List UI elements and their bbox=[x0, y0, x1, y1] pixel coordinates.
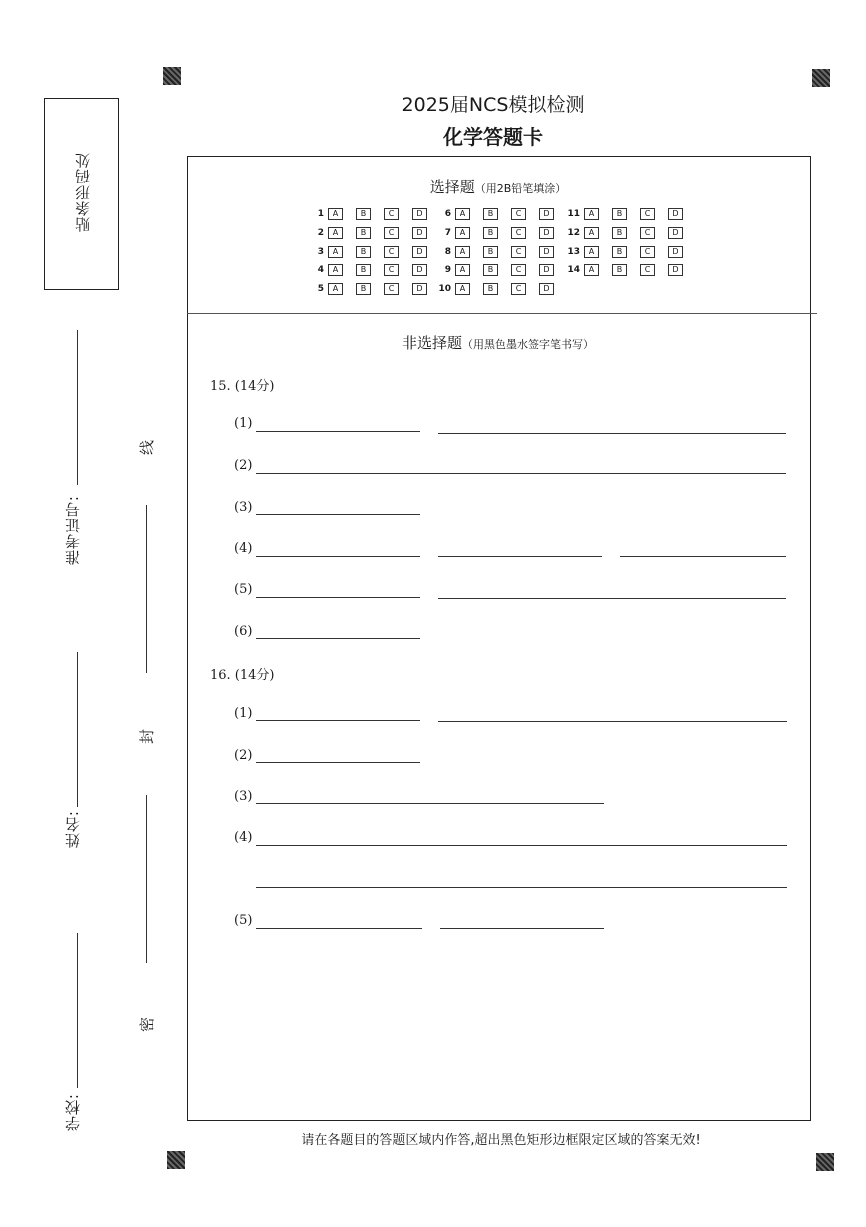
free-heading-text: 非选择题 bbox=[401, 334, 462, 352]
choice-bubble[interactable]: C bbox=[511, 227, 526, 239]
answer-line[interactable] bbox=[256, 762, 420, 763]
choice-question-number: 14 bbox=[567, 265, 580, 275]
choice-question-row bbox=[310, 283, 440, 295]
choice-bubble[interactable]: D bbox=[412, 227, 427, 239]
choice-bubble[interactable]: C bbox=[640, 246, 655, 258]
choice-question-number: 12 bbox=[567, 228, 580, 238]
answer-line[interactable] bbox=[256, 597, 420, 598]
seal-mi-char: 密 bbox=[138, 1016, 157, 1033]
answer-line[interactable] bbox=[256, 638, 420, 639]
choice-bubble[interactable]: C bbox=[511, 283, 526, 295]
seal-feng-char: 封 bbox=[138, 728, 157, 745]
answer-line[interactable] bbox=[256, 473, 786, 474]
choice-bubble[interactable]: B bbox=[483, 283, 498, 295]
choice-bubble[interactable]: B bbox=[612, 264, 627, 276]
choice-question-row bbox=[437, 283, 567, 295]
choice-bubble[interactable]: D bbox=[539, 246, 554, 258]
choice-question-number: 8 bbox=[444, 247, 451, 257]
q15-part-label: (1) bbox=[234, 416, 253, 431]
choice-bubble[interactable]: A bbox=[455, 227, 470, 239]
choice-question-number: 1 bbox=[317, 209, 324, 219]
choice-question-row bbox=[310, 227, 440, 239]
choice-bubble[interactable]: B bbox=[612, 208, 627, 220]
choice-bubble[interactable]: D bbox=[412, 246, 427, 258]
choice-bubble[interactable]: A bbox=[455, 208, 470, 220]
choice-bubble[interactable]: C bbox=[384, 264, 399, 276]
choice-bubble[interactable]: C bbox=[384, 283, 399, 295]
choice-bubble[interactable]: C bbox=[511, 246, 526, 258]
q16-title: 16. (14分) bbox=[210, 668, 275, 683]
corner-marker-top-right bbox=[812, 69, 830, 87]
school-line bbox=[77, 933, 78, 1088]
choice-bubble[interactable]: D bbox=[412, 264, 427, 276]
choice-bubble[interactable]: D bbox=[668, 246, 683, 258]
choice-question-number: 13 bbox=[567, 247, 580, 257]
choice-bubble[interactable]: A bbox=[584, 264, 599, 276]
q15-part-label: (4) bbox=[234, 541, 253, 556]
choice-bubble[interactable]: A bbox=[328, 283, 343, 295]
choice-bubble[interactable]: D bbox=[539, 208, 554, 220]
choice-bubble[interactable]: D bbox=[539, 227, 554, 239]
footer-notice: 请在各题目的答题区域内作答,超出黑色矩形边框限定区域的答案无效! bbox=[301, 1133, 701, 1148]
barcode-label: 贴条形码处 bbox=[74, 152, 92, 232]
q15-part-label: (5) bbox=[234, 582, 253, 597]
q15-part-label: (3) bbox=[234, 500, 253, 515]
exam-id-label: 准考证号: bbox=[64, 495, 82, 566]
choice-bubble[interactable]: B bbox=[483, 227, 498, 239]
choice-bubble[interactable]: D bbox=[412, 208, 427, 220]
answer-line[interactable] bbox=[256, 720, 420, 721]
choice-question-number: 6 bbox=[444, 209, 451, 219]
card-title: 化学答题卡 bbox=[443, 125, 543, 149]
answer-line[interactable] bbox=[256, 928, 422, 929]
choice-bubble[interactable]: D bbox=[668, 208, 683, 220]
choice-bubble[interactable]: D bbox=[412, 283, 427, 295]
choice-question-row bbox=[310, 208, 440, 220]
answer-line[interactable] bbox=[438, 556, 602, 557]
choice-bubble[interactable]: C bbox=[640, 227, 655, 239]
choice-bubble[interactable]: A bbox=[455, 246, 470, 258]
choice-bubble[interactable]: D bbox=[539, 264, 554, 276]
choice-bubble[interactable]: A bbox=[328, 246, 343, 258]
answer-line[interactable] bbox=[620, 556, 786, 557]
choice-bubble[interactable]: D bbox=[668, 227, 683, 239]
choice-bubble[interactable]: C bbox=[640, 264, 655, 276]
choice-bubble[interactable]: B bbox=[612, 227, 627, 239]
free-response-frame bbox=[187, 313, 811, 1121]
choice-bubble[interactable]: A bbox=[455, 264, 470, 276]
exam-title: 2025届NCS模拟检测 bbox=[401, 94, 585, 116]
choice-bubble[interactable]: C bbox=[384, 246, 399, 258]
name-label: 姓名: bbox=[64, 810, 82, 849]
q15-part-label: (6) bbox=[234, 624, 253, 639]
q16-part-label: (3) bbox=[234, 789, 253, 804]
choice-question-number: 2 bbox=[317, 228, 324, 238]
choice-question-row bbox=[566, 246, 696, 258]
choice-question-row bbox=[566, 208, 696, 220]
choice-bubble[interactable]: C bbox=[384, 208, 399, 220]
choice-bubble[interactable]: D bbox=[539, 283, 554, 295]
choice-bubble[interactable]: B bbox=[483, 246, 498, 258]
choice-bubble[interactable]: B bbox=[356, 227, 371, 239]
choice-question-row bbox=[437, 264, 567, 276]
choice-bubble[interactable]: B bbox=[483, 208, 498, 220]
school-label: 学校: bbox=[64, 1093, 82, 1132]
choice-question-row bbox=[310, 264, 440, 276]
choice-bubble[interactable]: A bbox=[455, 283, 470, 295]
answer-line[interactable] bbox=[440, 928, 604, 929]
choice-question-number: 11 bbox=[567, 209, 580, 219]
q16-part-label: (5) bbox=[234, 913, 253, 928]
seal-line-char: 线 bbox=[138, 439, 157, 456]
choice-bubble[interactable]: C bbox=[511, 208, 526, 220]
answer-line[interactable] bbox=[256, 887, 787, 888]
choice-question-row bbox=[566, 227, 696, 239]
q15-title: 15. (14分) bbox=[210, 379, 275, 394]
q16-part-label: (2) bbox=[234, 748, 253, 763]
choice-question-number: 5 bbox=[317, 284, 324, 294]
choice-bubble[interactable]: B bbox=[356, 246, 371, 258]
choice-bubble[interactable]: A bbox=[584, 246, 599, 258]
choice-question-number: 4 bbox=[317, 265, 324, 275]
choice-question-number: 9 bbox=[444, 265, 451, 275]
answer-line[interactable] bbox=[256, 431, 420, 432]
choice-bubble[interactable]: B bbox=[612, 246, 627, 258]
answer-line[interactable] bbox=[256, 514, 420, 515]
choice-question-row bbox=[437, 208, 567, 220]
q15-part-label: (2) bbox=[234, 458, 253, 473]
answer-line[interactable] bbox=[256, 845, 787, 846]
answer-line[interactable] bbox=[438, 433, 786, 434]
corner-marker-bottom-left bbox=[167, 1151, 185, 1169]
q16-part-label: (4) bbox=[234, 830, 253, 845]
exam-id-line bbox=[77, 330, 78, 485]
choice-heading-text: 选择题 bbox=[429, 178, 475, 196]
choice-bubble[interactable]: A bbox=[328, 227, 343, 239]
choice-question-number: 7 bbox=[444, 228, 451, 238]
corner-marker-bottom-right bbox=[816, 1153, 834, 1171]
choice-bubble[interactable]: A bbox=[328, 264, 343, 276]
choice-question-row bbox=[437, 227, 567, 239]
choice-bubble[interactable]: C bbox=[384, 227, 399, 239]
answer-line[interactable] bbox=[438, 721, 787, 722]
choice-bubble[interactable]: C bbox=[640, 208, 655, 220]
free-section-heading bbox=[187, 332, 809, 353]
answer-line[interactable] bbox=[438, 598, 786, 599]
choice-heading-note: （用2B铅笔填涂） bbox=[474, 182, 567, 195]
seal-line-segment-1 bbox=[146, 505, 147, 673]
choice-bubble[interactable]: B bbox=[356, 264, 371, 276]
free-heading-note: （用黑色墨水签字笔书写） bbox=[462, 338, 594, 351]
name-line bbox=[77, 652, 78, 807]
choice-question-row bbox=[566, 264, 696, 276]
choice-bubble[interactable]: A bbox=[584, 227, 599, 239]
choice-bubble[interactable]: D bbox=[668, 264, 683, 276]
corner-marker-top-left bbox=[163, 67, 181, 85]
choice-question-number: 10 bbox=[438, 284, 451, 294]
answer-line[interactable] bbox=[256, 556, 420, 557]
choice-bubble[interactable]: B bbox=[356, 283, 371, 295]
choice-section-heading bbox=[187, 176, 809, 197]
choice-question-number: 3 bbox=[317, 247, 324, 257]
answer-line[interactable] bbox=[256, 803, 604, 804]
choice-question-row bbox=[310, 246, 440, 258]
choice-bubble[interactable]: B bbox=[356, 208, 371, 220]
choice-bubble[interactable]: A bbox=[328, 208, 343, 220]
choice-bubble[interactable]: A bbox=[584, 208, 599, 220]
q16-part-label: (1) bbox=[234, 706, 253, 721]
choice-bubble[interactable]: C bbox=[511, 264, 526, 276]
choice-question-row bbox=[437, 246, 567, 258]
choice-bubble[interactable]: B bbox=[483, 264, 498, 276]
seal-line-segment-2 bbox=[146, 795, 147, 963]
